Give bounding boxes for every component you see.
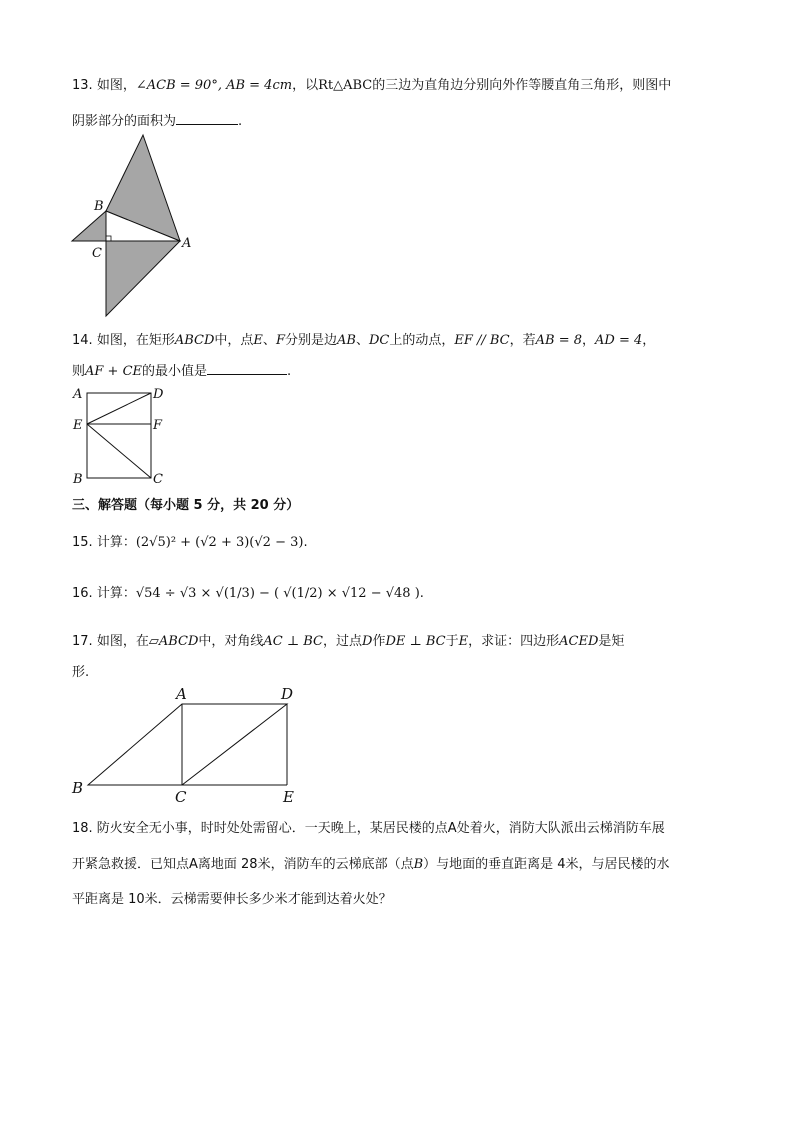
q14-math-f: F (275, 333, 285, 348)
q14-text-h: ， (582, 333, 596, 348)
q18-math-b: B (413, 857, 424, 872)
q14-label-e: E (73, 418, 83, 433)
q17-label-b: B (72, 779, 84, 797)
q13-end: . (238, 114, 243, 129)
q17-text-c: ，过点 (323, 634, 363, 649)
q17-text-e: 于 (445, 634, 459, 649)
q14-label-b: B (73, 472, 83, 487)
q17-text-f: ，求证：四边形 (468, 634, 560, 649)
q17-text-a: 如图，在 (96, 634, 149, 649)
q14-math-af-ce: AF + CE (85, 364, 143, 379)
q14-label-d: D (153, 387, 164, 402)
q13-label-a: A (182, 236, 192, 251)
q18-line2 (72, 853, 670, 872)
q14-text-b: 中，点 (214, 333, 254, 348)
q14-text-e: 、 (355, 333, 369, 348)
q14-math-abcd: ABCD (174, 333, 215, 348)
q17-math-de-perp-bc: DE ⊥ BC (385, 634, 446, 649)
q15-label: 计算： (96, 535, 136, 550)
q17-text-g: 是矩 (598, 634, 625, 649)
q13-text1: ，以 (292, 78, 319, 93)
q14-text-f: 上的动点， (389, 333, 455, 348)
q13-intro: 如图， (96, 78, 136, 93)
q14-label-f: F (153, 418, 163, 433)
q15-expression: (2√5)² + (√2 + 3)(√2 − 3) (135, 535, 304, 550)
q17-line2: 形. (72, 665, 90, 680)
q14-math-ef-parallel: EF // BC (454, 333, 510, 348)
q17-label-a: A (176, 685, 187, 703)
q14-number: 14. (72, 333, 93, 348)
q17-math-aced: ACED (559, 634, 599, 649)
q14-line2-b: 的最小值是 (142, 364, 208, 379)
q13-text2: 的三边为直角边分别向外作等腰直角三角形，则图中 (372, 78, 672, 93)
q18-line3: 平距离是 10米．云梯需要伸长多少米才能到达着火处？ (72, 892, 392, 907)
q14-math-ab: AB (336, 333, 356, 348)
q17-math-e: E (458, 634, 469, 649)
q13-math-angle: ∠ACB = 90°, AB = 4cm (135, 78, 293, 93)
section-heading: 三、解答题（每小题 5 分，共 20 分） (72, 498, 300, 513)
q14-label-a: A (73, 387, 83, 402)
q13-label-b: B (94, 199, 104, 214)
q18-line1: 18. 防火安全无小事，时时处处需留心．一天晚上，某居民楼的点A处着火，消防大队派出云梯消防车展 (72, 821, 665, 836)
q14-math-e: E (253, 333, 263, 348)
q13-number: 13. (72, 78, 93, 93)
q17-number: 17. (72, 634, 93, 649)
q17-math-d: D (362, 634, 373, 649)
q16-label: 计算： (96, 586, 136, 601)
q16-expression: √54 ÷ √3 × √(1/3) − ( √(1/2) × √12 − √48 ) (135, 586, 420, 601)
q16-end: . (419, 586, 424, 601)
q14-text-g: ，若 (509, 333, 536, 348)
q13-line2-text: 阴影部分的面积为 (72, 114, 177, 129)
q17-math-ac-perp-bc: AC ⊥ BC (263, 634, 323, 649)
q17-label-e: E (283, 788, 294, 806)
q14-label-c: C (153, 472, 163, 487)
q14-math-ad4: AD = 4 (595, 333, 643, 348)
q18-line2-a: 开紧急救援．已知点A离地面 28米，消防车的云梯底部（点 (72, 857, 414, 872)
q13-math-triangle: Rt△ABC (318, 78, 373, 93)
q17-label-c: C (175, 788, 187, 806)
q17-text-b: 中，对角线 (198, 634, 264, 649)
q14-math-dc: DC (368, 333, 390, 348)
q14-text-a: 如图，在矩形 (96, 333, 175, 348)
q14-end: . (287, 364, 292, 379)
q15-end: . (303, 535, 308, 550)
q17-text-d: 作 (372, 634, 386, 649)
q15-number: 15. (72, 535, 93, 550)
q14-text-i: ， (642, 333, 656, 348)
q13-label-c: C (92, 246, 102, 261)
q14-line2-a: 则 (72, 364, 86, 379)
q14-text-c: 、 (262, 333, 276, 348)
q14-text-d: 分别是边 (284, 333, 337, 348)
q16-number: 16. (72, 586, 93, 601)
q14-math-ab8: AB = 8 (535, 333, 583, 348)
q18-line2-b: ）与地面的垂直距离是 4米，与居民楼的水 (423, 857, 670, 872)
q17-parallelogram (88, 704, 287, 785)
q17-label-d: D (281, 685, 294, 703)
q17-math-parallelogram: ▱ABCD (148, 634, 199, 649)
